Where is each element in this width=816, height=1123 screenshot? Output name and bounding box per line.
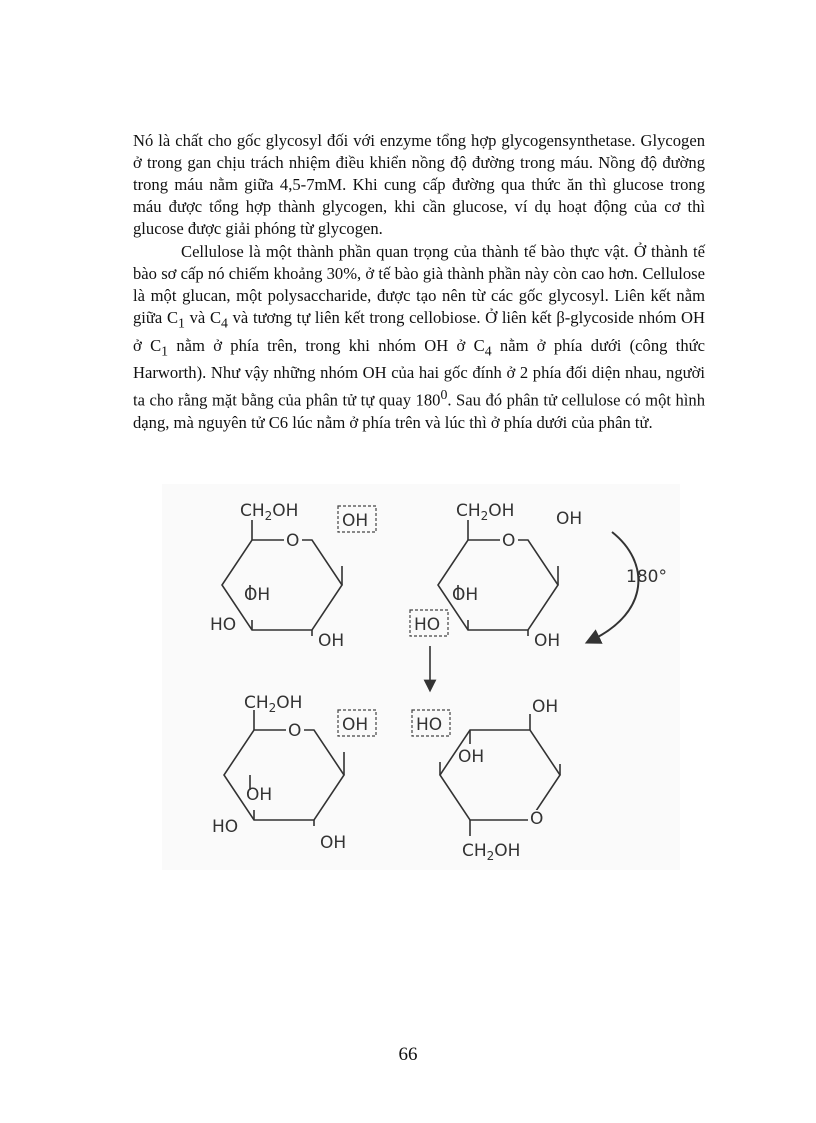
page-number: 66 xyxy=(398,1044,418,1065)
svg-text:OH: OH xyxy=(458,747,485,767)
svg-text:HO: HO xyxy=(212,817,239,837)
svg-text:HO: HO xyxy=(210,615,237,635)
svg-text:OH: OH xyxy=(244,585,271,605)
svg-text:OH: OH xyxy=(532,697,559,717)
anomeric-oh-label: OH xyxy=(342,511,369,531)
rotation-label: 180° xyxy=(626,567,667,587)
glucose-ring-bottom-left xyxy=(212,693,376,853)
svg-text:CH2OH: $CH_2OH$ xyxy=(462,841,521,863)
svg-text:CH2OH: $CH_2OH$ xyxy=(244,693,303,715)
cellulose-rotation-figure xyxy=(162,484,680,870)
svg-text:CH2OH: $CH_2OH$ xyxy=(456,501,515,523)
svg-text:OH: OH xyxy=(556,509,583,529)
svg-text:OH: OH xyxy=(452,585,479,605)
svg-text:O: O xyxy=(502,531,516,551)
svg-text:OH: OH xyxy=(534,631,561,651)
svg-text:CH2OH: $CH_2OH$ xyxy=(240,501,299,523)
svg-text:HO: HO xyxy=(416,715,443,735)
svg-text:OH: OH xyxy=(318,631,345,651)
svg-text:O: O xyxy=(530,809,544,829)
svg-text:OH: OH xyxy=(342,715,369,735)
svg-text:OH: OH xyxy=(246,785,273,805)
ring-oxygen-label: O xyxy=(286,531,300,551)
svg-text:OH: OH xyxy=(320,833,347,853)
c4-oh-label: HO xyxy=(414,615,441,635)
glucose-ring-top-right xyxy=(410,501,582,651)
svg-text:O: O xyxy=(288,721,302,741)
body-paragraph-1: Nó là chất cho gốc glycosyl đối với enzyme tổng hợp glycogensynthetase. Glycogen ở trong gan chịu trách nhiệm điều khiển nồng độ đường trong máu. Nồng độ đường trong máu nằm giữa 4,5-7mM. Khi cung cấp đường qua thức ăn thì glucose trong máu được tổng hợp thành glycogen, khi cần glucose, ví dụ hoạt động của cơ thì glucose được giải phóng từ glycogen. xyxy=(133,131,705,239)
body-paragraph-2: Cellulose là một thành phần quan trọng của thành tế bào thực vật. Ở thành tế bào sơ cấp nó chiếm khoảng 30%, ở tế bào già thành phần này còn cao hơn. Cellulose là một glucan, một polysaccharide, được tạo nên từ các gốc glycosyl. Liên kết nằm giữa $C_1$ và $C_4$ và tương tự liên kết trong cellobiose. Ở liên kết β-glycoside nhóm OH ở $C_1$ nằm ở phía trên, trong khi nhóm OH ở $C_4$ nằm ở phía dưới (công thức Harworth). Như vậy những nhóm OH của hai gốc đính ở 2 phía đối diện nhau, người ta cho rằng mặt bằng của phân tử tự quay $180^0$. Sau đó phân tử cellulose có một hình dạng, mà nguyên tử C6 lúc nằm ở phía trên và lúc thì ở phía dưới của phân tử. xyxy=(133,242,705,432)
glucose-ring-bottom-right xyxy=(412,697,560,863)
glucose-ring-top-left xyxy=(210,501,376,651)
